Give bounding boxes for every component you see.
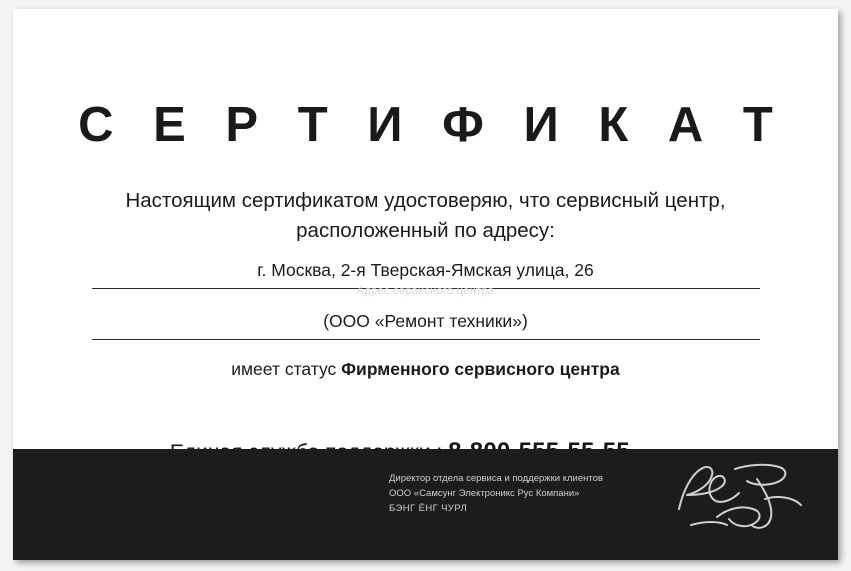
certificate-document: [13, 9, 838, 560]
company-field-row: [92, 311, 760, 340]
intro-line-1: Настоящим сертификатом удостоверяю, что сервисный центр,: [125, 189, 726, 212]
intro-line-2: расположенный по адресу:: [296, 219, 555, 242]
page-title: С Е Р Т И Ф И К А Т: [78, 98, 786, 152]
address-watermark: Адрес сервисного центра: [356, 285, 495, 297]
certificate-footer: [13, 449, 838, 560]
address-field-row: [92, 260, 760, 297]
status-prefix: имеет статус: [231, 359, 342, 379]
company-value: (ООО «Ремонт техники»): [323, 311, 528, 331]
fields-group: [92, 260, 760, 340]
certificate-body: [13, 9, 838, 449]
status-value: Фирменного сервисного центра: [341, 359, 620, 379]
address-value: г. Москва, 2-я Тверская-Ямская улица, 26: [257, 260, 594, 280]
signer-name: БЭНГ ЁНГ ЧУРЛ: [389, 503, 468, 514]
signature-icon: [661, 455, 811, 550]
status-line: [13, 359, 838, 380]
signer-block: [389, 471, 603, 516]
signer-title: Директор отдела сервиса и поддержки клиентов: [389, 473, 603, 484]
signer-company: ООО «Самсунг Электроникс Рус Компани»: [389, 488, 580, 499]
intro-paragraph: [13, 186, 838, 246]
